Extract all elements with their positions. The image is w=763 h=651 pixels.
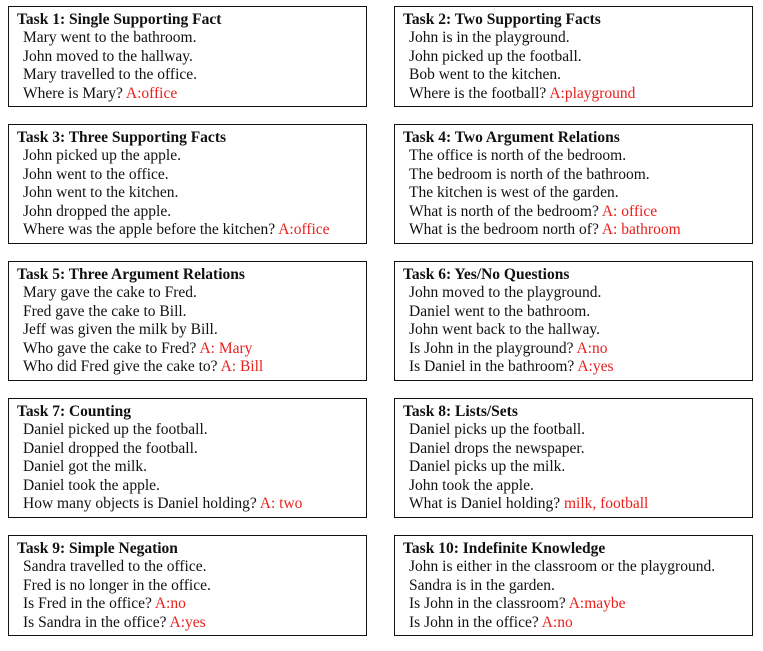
line-text: John dropped the apple. [23, 202, 172, 220]
line-text: The bedroom is north of the bathroom. [409, 165, 650, 183]
line-text: John is either in the classroom or the playground. [409, 558, 716, 575]
line-text: What is north of the bedroom? [409, 202, 602, 220]
story-line [17, 29, 360, 48]
answer-text: A:yes [169, 613, 206, 631]
line-text: John went back to the hallway. [409, 321, 600, 338]
story-line [403, 321, 746, 340]
story-line [17, 358, 360, 377]
answer-text: A: office [601, 202, 658, 220]
line-text: Bob went to the kitchen. [409, 66, 561, 83]
story-line [403, 184, 746, 203]
line-text: Daniel picks up the milk. [409, 458, 566, 475]
line-text: John went to the kitchen. [23, 184, 179, 201]
answer-text: A:no [576, 339, 608, 357]
line-text: Daniel picks up the football. [409, 421, 586, 438]
line-text: John picked up the apple. [23, 147, 181, 164]
answer-text: A: bathroom [601, 221, 681, 238]
story-line [403, 303, 746, 322]
story-line [17, 321, 360, 340]
task-box-10 [394, 535, 753, 636]
story-line [403, 614, 746, 633]
task-box-9 [8, 535, 367, 636]
story-line [17, 421, 360, 440]
story-line [17, 558, 360, 577]
line-text: Mary travelled to the office. [23, 66, 198, 83]
line-text: Is John in the classroom? [409, 595, 569, 612]
story-line [17, 614, 360, 633]
story-line [17, 477, 360, 496]
line-text: John is in the playground. [409, 29, 570, 46]
story-line [17, 184, 360, 203]
task-box-8 [394, 398, 753, 518]
story-line [17, 48, 360, 67]
line-text: Fred is no longer in the office. [23, 576, 211, 594]
story-line [17, 595, 360, 614]
line-text: What is the bedroom north of? [409, 221, 602, 238]
line-text: Is John in the playground? [409, 339, 577, 357]
story-line [17, 458, 360, 477]
answer-text: A:office [125, 84, 178, 102]
story-line [17, 66, 360, 85]
task-title: Task 6: Yes/No Questions [403, 266, 570, 283]
answer-text: A:no [541, 613, 573, 631]
line-text: Jeff was given the milk by Bill. [23, 321, 218, 338]
line-text: Daniel took the apple. [23, 476, 160, 494]
answer-text: milk, football [563, 495, 649, 512]
line-text: Daniel went to the bathroom. [409, 302, 591, 320]
story-line [403, 203, 746, 222]
task-title: Task 8: Lists/Sets [403, 403, 518, 420]
line-text: Daniel dropped the football. [23, 439, 198, 457]
task-title: Task 2: Two Supporting Facts [403, 11, 601, 28]
line-text: Sandra is in the garden. [409, 576, 555, 594]
story-line [403, 358, 746, 377]
answer-text: A:playground [549, 84, 636, 102]
story-line [403, 421, 746, 440]
task-box-7 [8, 398, 367, 518]
task-title: Task 7: Counting [17, 403, 132, 420]
story-line [403, 440, 746, 459]
line-text: Where is Mary? [23, 84, 126, 102]
line-text: Daniel picked up the football. [23, 421, 208, 438]
task-grid [8, 6, 753, 636]
story-line [17, 203, 360, 222]
line-text: John picked up the football. [409, 47, 582, 65]
story-line [403, 477, 746, 496]
line-text: Mary went to the bathroom. [23, 29, 197, 46]
story-line [17, 577, 360, 596]
story-line [403, 558, 746, 577]
story-line [17, 340, 360, 359]
task-title: Task 3: Three Supporting Facts [17, 129, 227, 146]
story-line [403, 29, 746, 48]
line-text: John moved to the hallway. [23, 47, 193, 65]
task-box-3 [8, 124, 367, 244]
story-line [403, 166, 746, 185]
story-line [403, 66, 746, 85]
task-title: Task 1: Single Supporting Fact [17, 11, 222, 28]
line-text: Where was the apple before the kitchen? [23, 221, 279, 238]
answer-text: A: Bill [220, 358, 264, 375]
task-box-5 [8, 261, 367, 381]
answer-text: A: Mary [199, 339, 253, 357]
story-line [403, 495, 746, 514]
story-line [403, 340, 746, 359]
task-box-4 [394, 124, 753, 244]
story-line [17, 166, 360, 185]
task-box-1 [8, 6, 367, 107]
story-line [17, 221, 360, 240]
answer-text: A:office [278, 221, 330, 238]
line-text: Mary gave the cake to Fred. [23, 284, 197, 301]
line-text: The office is north of the bedroom. [409, 147, 627, 164]
line-text: Sandra travelled to the office. [23, 558, 207, 575]
story-line [17, 85, 360, 104]
story-line [403, 221, 746, 240]
line-text: Is Fred in the office? [23, 595, 155, 612]
story-line [403, 577, 746, 596]
story-line [403, 147, 746, 166]
task-title: Task 10: Indefinite Knowledge [403, 540, 606, 557]
story-line [403, 595, 746, 614]
story-line [17, 284, 360, 303]
story-line [403, 85, 746, 104]
story-line [17, 440, 360, 459]
answer-text: A: two [259, 495, 303, 512]
line-text: Is Daniel in the bathroom? [409, 358, 578, 375]
line-text: John took the apple. [409, 476, 534, 494]
answer-text: A:maybe [568, 595, 626, 612]
story-line [403, 458, 746, 477]
task-title: Task 4: Two Argument Relations [403, 129, 620, 146]
line-text: Who gave the cake to Fred? [23, 339, 200, 357]
line-text: How many objects is Daniel holding? [23, 495, 260, 512]
story-line [403, 48, 746, 67]
task-box-6 [394, 261, 753, 381]
line-text: Daniel got the milk. [23, 458, 147, 475]
story-line [17, 147, 360, 166]
line-text: Fred gave the cake to Bill. [23, 302, 187, 320]
line-text: Is Sandra in the office? [23, 613, 170, 631]
line-text: Is John in the office? [409, 613, 542, 631]
line-text: What is Daniel holding? [409, 495, 564, 512]
line-text: Daniel drops the newspaper. [409, 439, 585, 457]
task-box-2 [394, 6, 753, 107]
task-title: Task 9: Simple Negation [17, 540, 178, 557]
line-text: The kitchen is west of the garden. [409, 184, 619, 201]
line-text: John went to the office. [23, 165, 169, 183]
line-text: Who did Fred give the cake to? [23, 358, 221, 375]
story-line [17, 303, 360, 322]
task-title: Task 5: Three Argument Relations [17, 266, 245, 283]
line-text: John moved to the playground. [409, 284, 602, 301]
story-line [403, 284, 746, 303]
answer-text: A:yes [577, 358, 614, 375]
line-text: Where is the football? [409, 84, 550, 102]
answer-text: A:no [154, 595, 186, 612]
story-line [17, 495, 360, 514]
